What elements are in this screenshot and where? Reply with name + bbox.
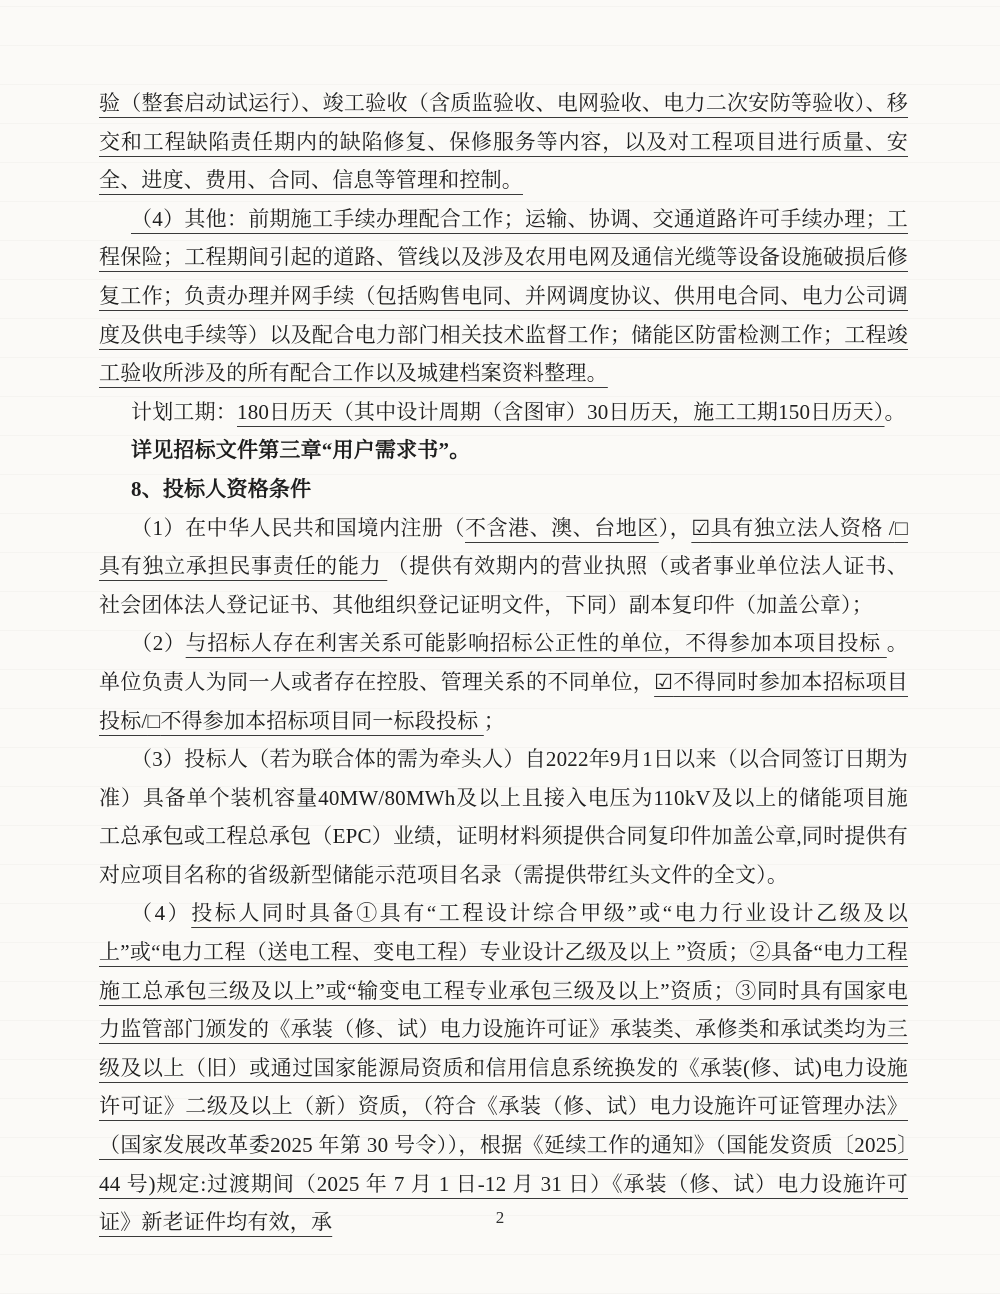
para-planned-duration: [99, 393, 908, 432]
text-segment: 具有独立法人资格 /: [710, 515, 895, 540]
text-segment: 不得参加本招标项目同一标段投标: [160, 708, 484, 733]
para-scope-continuation: [99, 84, 908, 200]
para-see-user-requirements: [99, 431, 908, 470]
para-qualification-1: [99, 509, 908, 625]
checkbox-unchecked-icon: □: [894, 515, 908, 540]
heading-bidder-qualifications: [99, 470, 908, 509]
checkbox-checked-icon: ☑: [654, 669, 674, 694]
text-segment: 180日历天（其中设计周期（含图审）30日历天，施工工期150日历天）: [237, 399, 885, 424]
text-segment: （1）在中华人民共和国境内注册（: [131, 515, 465, 540]
text-segment: （提供有效期内的营业执照（或者事业单位法人证书、社会团体法人登记证书、其他组织登记证明文件，下同）副本复印件（加盖公章）；: [99, 554, 908, 617]
para-qualification-3: [99, 740, 908, 894]
text-segment: ；: [483, 708, 505, 733]
text-segment: （4）: [131, 901, 192, 926]
text-segment: 不得同时参加本招标项目投标/: [99, 669, 908, 733]
text-segment: 投标人同时具备①具有“工程设计综合甲级”或“电力行业设计乙级及以上”或“电力工程（送电工程、变电工程）专业设计乙级及以上 ”资质；②具备“电力工程施工总承包三级及以上”或“输变电工程专业承包三级及以上”资质；③同时具有国家电力监管部门颁发的《承装（修、试）电力设施许可证》承装类、承修类和承试类均为三级及以上（旧）或通过国家能源局资质和信用信息系统换发的《承装(修、试)电力设施许可证》二级及以上（新）资质，（符合《承装（修、试）电力设施许可证管理办法》（国家发展改革委2025 年第 30 号令）），根据《延续工作的通知》（国能发资质〔2025〕44 号)规定:过渡期间（2025 年 7 月 1 日-12 月 31 日）《承装（修、试）电力设施许可证》新老证件均有效，承: [99, 901, 908, 1235]
text-segment: 8、投标人资格条件: [131, 476, 312, 501]
text-segment: （2）: [131, 631, 186, 656]
text-segment: 详见招标文件第三章“用户需求书”。: [131, 438, 471, 463]
checkbox-checked-icon: ☑: [691, 515, 711, 540]
document-body: [99, 84, 908, 1242]
text-segment: 。: [884, 399, 906, 424]
para-item-4-other: [99, 200, 908, 393]
para-qualification-4: [99, 894, 908, 1241]
text-segment: 计划工期：: [131, 399, 237, 424]
text-segment: 验（整套启动试运行）、竣工验收（含质监验收、电网验收、电力二次安防等验收）、移交和工程缺陷责任期内的缺陷修复、保修服务等内容，以及对工程项目进行质量、安全、进度、费用、合同、信息等管理和控制。: [99, 91, 908, 193]
text-segment: 不含港、澳、台地区: [465, 515, 659, 540]
text-segment: ），: [658, 515, 692, 540]
checkbox-unchecked-icon: □: [147, 708, 161, 733]
page-footer: [0, 1204, 1000, 1229]
text-segment: （4）其他：前期施工手续办理配合工作；运输、协调、交通道路许可手续办理；工程保险；工程期间引起的道路、管线以及涉及农用电网及通信光缆等设备设施破损后修复工作；负责办理并网手续（包括购售电同、并网调度协议、供用电合同、电力公司调度及供电手续等）以及配合电力部门相关技术监督工作；储能区防雷检测工作；工程竣工验收所涉及的所有配合工作以及城建档案资料整理。: [99, 206, 908, 386]
text-segment: （3）投标人（若为联合体的需为牵头人）自2022年9月1日以来（以合同签订日期为准）具备单个装机容量40MW/80MWh及以上且接入电压为110kV及以上的储能项目施工总承包或工程总承包（EPC）业绩，证明材料须提供合同复印件加盖公章,同时提供有对应项目名称的省级新型储能示范项目名录（需提供带红头文件的全文）。: [99, 747, 908, 887]
text-segment: 具有独立承担民事责任的能力: [99, 554, 388, 579]
para-qualification-2: [99, 624, 908, 740]
text-segment: 与招标人存在利害关系可能影响招标公正性的单位，不得参加本项目投标: [185, 631, 887, 656]
page-number: 2: [495, 1208, 505, 1227]
text-segment: 。单位负责人为同一人或者存在控股、管理关系的不同单位，: [99, 631, 908, 694]
